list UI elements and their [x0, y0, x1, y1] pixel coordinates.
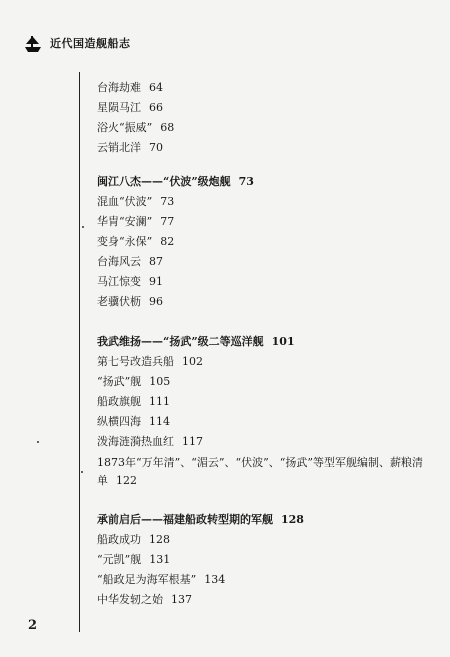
toc-entry[interactable] [97, 454, 432, 490]
header-title: 近代国造舰船志 [50, 37, 131, 50]
toc-section [97, 332, 432, 490]
toc-entry-page: 114 [149, 415, 170, 428]
toc-entry-title: 老骥伏枥 [97, 295, 141, 308]
table-of-contents [97, 78, 432, 610]
toc-entry[interactable] [97, 138, 432, 158]
toc-section [97, 78, 432, 158]
toc-entry-title: “扬武”舰 [97, 375, 142, 388]
toc-entry[interactable] [97, 352, 432, 372]
section-gap [97, 312, 432, 332]
toc-entry[interactable] [97, 570, 432, 590]
page-number: 2 [28, 618, 38, 633]
toc-entry[interactable] [97, 590, 432, 610]
toc-entry-page: 64 [149, 81, 163, 94]
toc-entry-page: 105 [149, 375, 171, 388]
toc-entry-page: 91 [149, 275, 163, 288]
toc-chapter-heading[interactable] [97, 510, 432, 530]
toc-entry-page: 131 [149, 553, 171, 566]
toc-entry-title: 星陨马江 [97, 101, 141, 114]
toc-entry-title: 我武维扬——“扬武”级二等巡洋舰 [97, 335, 264, 348]
toc-entry-page: 128 [149, 533, 170, 546]
toc-entry[interactable] [97, 118, 432, 138]
toc-entry-title: 纵横四海 [97, 415, 141, 428]
margin-dot [81, 471, 83, 473]
vertical-rule [79, 72, 80, 632]
toc-entry-title: “船政足为海军根基” [97, 573, 197, 586]
toc-entry[interactable] [97, 232, 432, 252]
toc-entry[interactable] [97, 412, 432, 432]
toc-entry[interactable] [97, 212, 432, 232]
toc-entry-page: 137 [171, 593, 192, 606]
toc-entry-title: 台海劫难 [97, 81, 141, 94]
toc-chapter-heading[interactable] [97, 332, 432, 352]
toc-entry-title: 承前启后——福建船政转型期的军舰 [97, 513, 273, 526]
toc-chapter-heading[interactable] [97, 172, 432, 192]
toc-entry[interactable] [97, 530, 432, 550]
toc-entry-title: 1873年“万年清”、“湄云”、“伏波”、“扬武”等型军舰编制、薪粮清单 [97, 456, 423, 487]
toc-entry[interactable] [97, 292, 432, 312]
toc-section [97, 172, 432, 312]
toc-entry-title: 船政旗舰 [97, 395, 141, 408]
toc-entry-page: 77 [160, 215, 175, 228]
toc-entry-page: 73 [160, 195, 175, 208]
toc-section [97, 510, 432, 610]
toc-entry-title: 船政成功 [97, 533, 141, 546]
toc-entry-title: 闽江八杰——“伏波”级炮舰 [97, 175, 231, 188]
toc-entry[interactable] [97, 392, 432, 412]
toc-entry-page: 122 [116, 474, 137, 487]
toc-entry[interactable] [97, 78, 432, 98]
toc-entry[interactable] [97, 372, 432, 392]
toc-entry-title: 中华发轫之始 [97, 593, 163, 606]
toc-entry-page: 68 [160, 121, 175, 134]
toc-entry-title: 泼海涟漪热血红 [97, 435, 174, 448]
toc-entry[interactable] [97, 98, 432, 118]
toc-entry-page: 87 [149, 255, 163, 268]
toc-entry-page: 96 [149, 295, 163, 308]
toc-entry-title: 云销北洋 [97, 141, 141, 154]
section-gap [97, 490, 432, 510]
toc-entry[interactable] [97, 550, 432, 570]
toc-entry-title: 变身“永保” [97, 235, 153, 248]
toc-entry-title: “元凯”舰 [97, 553, 142, 566]
toc-entry[interactable] [97, 252, 432, 272]
ship-icon [22, 32, 44, 54]
section-gap [97, 158, 432, 172]
margin-dot [37, 441, 39, 443]
toc-entry-title: 华胄“安澜” [97, 215, 153, 228]
toc-entry[interactable] [97, 432, 432, 452]
running-header [22, 32, 131, 54]
toc-entry-page: 111 [149, 395, 170, 408]
margin-dot [82, 226, 84, 228]
toc-entry-title: 浴火“振威” [97, 121, 153, 134]
toc-entry-page: 101 [271, 335, 295, 348]
toc-entry[interactable] [97, 192, 432, 212]
toc-entry-title: 马江惊变 [97, 275, 141, 288]
toc-entry-title: 第七号改造兵船 [97, 355, 174, 368]
toc-entry[interactable] [97, 272, 432, 292]
toc-entry-page: 117 [182, 435, 203, 448]
toc-entry-title: 混血“伏波” [97, 195, 153, 208]
toc-entry-page: 82 [160, 235, 175, 248]
toc-entry-title: 台海风云 [97, 255, 141, 268]
toc-entry-page: 102 [182, 355, 203, 368]
toc-entry-page: 66 [149, 101, 163, 114]
toc-entry-page: 70 [149, 141, 163, 154]
toc-entry-page: 134 [204, 573, 226, 586]
toc-entry-page: 73 [238, 175, 254, 188]
toc-entry-page: 128 [281, 513, 304, 526]
